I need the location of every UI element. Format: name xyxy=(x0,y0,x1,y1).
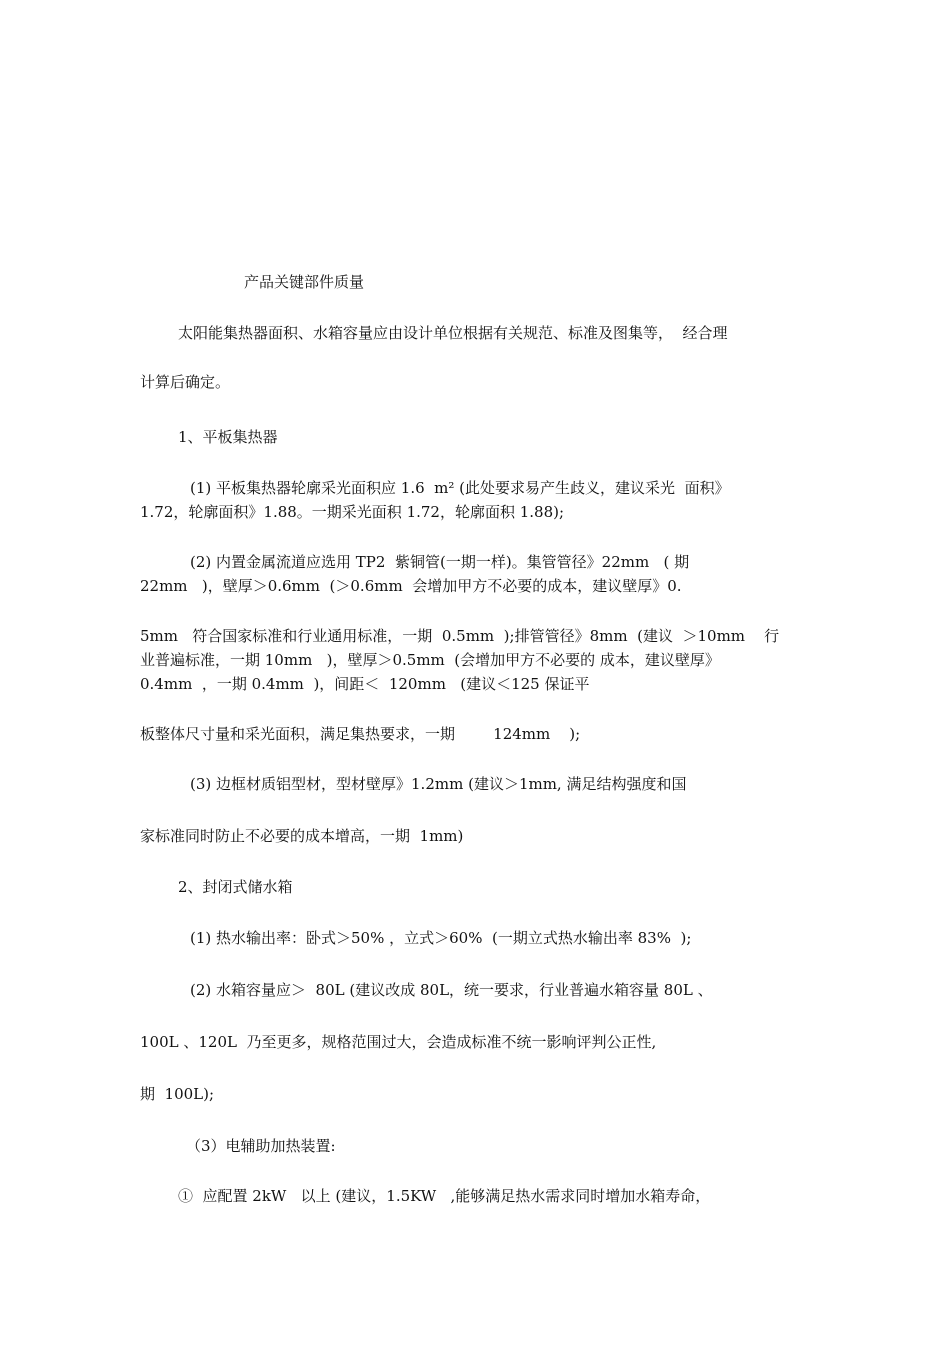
s1-item2-line-3: 5mm 符合国家标准和行业通用标准，一期 0.5mm );排管管径》8mm (建议 ＞10mm 行 xyxy=(140,627,780,645)
intro-line-1: 太阳能集热器面积、水箱容量应由设计单位根据有关规范、标准及图集等， 经合理 xyxy=(178,324,728,342)
s2-item1-line-1: (1) 热水输出率：卧式＞50% ，立式＞60% (一期立式热水输出率 83% ); xyxy=(190,929,692,947)
section2-title: 2、封闭式储水箱 xyxy=(178,878,293,896)
intro-line-2: 计算后确定。 xyxy=(140,373,231,391)
s2-item3-sub1: ① 应配置 2kW 以上 (建议，1.5KW ,能够满足热水需求同时增加水箱寿命， xyxy=(178,1187,711,1205)
s2-item2-line-2: 100L 、120L 乃至更多，规格范围过大，会造成标准不统一影响评判公正性, xyxy=(140,1033,657,1051)
document-heading: 产品关键部件质量 xyxy=(244,273,365,291)
s2-item2-line-1: (2) 水箱容量应＞ 80L (建议改成 80L，统一要求，行业普遍水箱容量 80L 、 xyxy=(190,981,713,999)
s2-item2-line-3: 期 100L); xyxy=(140,1085,215,1103)
s1-item1-line-2: 1.72，轮廓面积》1.88。一期采光面积 1.72，轮廓面积 1.88); xyxy=(140,503,565,521)
s1-item3-line-1: (3) 边框材质铝型材，型材壁厚》1.2mm (建议＞1mm, 满足结构强度和国 xyxy=(190,775,687,793)
s1-item2-line-2: 22mm )，壁厚＞0.6mm (＞0.6mm 会增加甲方不必要的成本，建议壁厚》0. xyxy=(140,577,682,595)
s2-item3-title: （3）电辅助加热装置: xyxy=(186,1137,336,1155)
s1-item2-line-6: 板整体尺寸量和采光面积，满足集热要求，一期 124mm ); xyxy=(140,725,581,743)
s1-item1-line-1: (1) 平板集热器轮廓采光面积应 1.6 m² (此处要求易产生歧义，建议采光 面积》 xyxy=(190,479,730,497)
s1-item2-line-1: (2) 内置金属流道应选用 TP2 紫铜管(一期一样)。集管管径》22mm ( 期 xyxy=(190,553,690,571)
s1-item2-line-5: 0.4mm ，一期 0.4mm )，间距＜ 120mm (建议＜125 保证平 xyxy=(140,675,590,693)
s1-item2-line-4: 业普遍标准，一期 10mm )，壁厚＞0.5mm (会增加甲方不必要的 成本，建议壁厚》 xyxy=(140,651,720,669)
s1-item3-line-2: 家标准同时防止不必要的成本增高，一期 1mm) xyxy=(140,827,464,845)
section1-title: 1、平板集热器 xyxy=(178,428,278,446)
